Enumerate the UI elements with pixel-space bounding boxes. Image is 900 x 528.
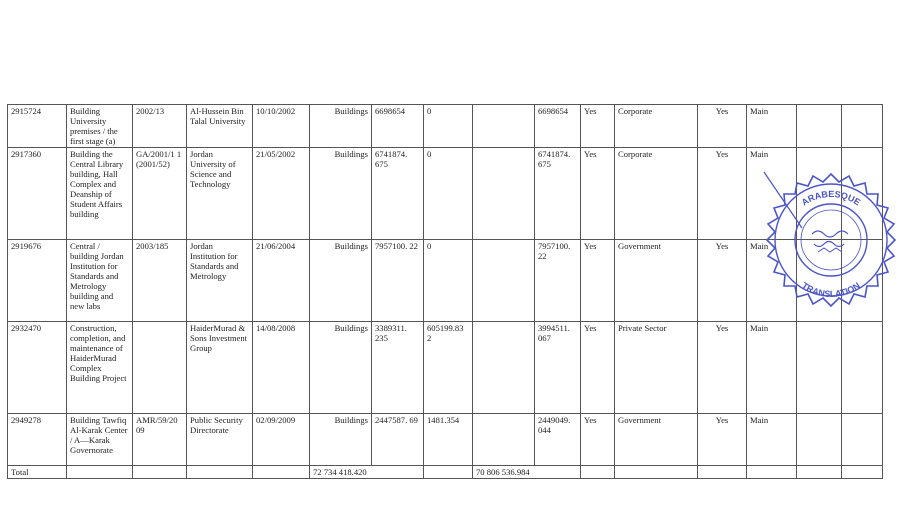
cell-desc: Central / building Jordan Institution for Standards and Metrology building and new labs	[67, 240, 133, 322]
cell-ref: 2002/13	[133, 105, 187, 148]
cell-flag1: Yes	[581, 240, 615, 322]
cell-flag1: Yes	[581, 322, 615, 414]
cell-id: 2949278	[8, 414, 67, 466]
cell-sector: Corporate	[615, 105, 698, 148]
cell-desc: Building Tawfiq Al-Karak Center / A—Karak Governorate	[67, 414, 133, 466]
data-table	[7, 104, 883, 479]
cell-empty	[842, 466, 883, 479]
cell-change: 0	[424, 148, 473, 240]
cell-id: 2932470	[8, 322, 67, 414]
cell-date: 14/08/2008	[253, 322, 310, 414]
cell-amount: 2447587. 69	[372, 414, 424, 466]
cell-date: 02/09/2009	[253, 414, 310, 466]
cell-entity: HaiderMurad & Sons Investment Group	[187, 322, 253, 414]
cell-empty	[842, 414, 883, 466]
cell-total: 6698654	[535, 105, 581, 148]
table-row	[8, 240, 883, 322]
cell-location: Main	[747, 322, 797, 414]
total-row	[8, 466, 883, 479]
cell-empty	[133, 466, 187, 479]
cell-ref: AMR/59/20 09	[133, 414, 187, 466]
cell-date: 10/10/2002	[253, 105, 310, 148]
cell-amount: 6741874. 675	[372, 148, 424, 240]
cell-empty	[424, 466, 473, 479]
cell-type: Buildings	[310, 105, 372, 148]
cell-empty	[797, 414, 842, 466]
cell-flag1: Yes	[581, 414, 615, 466]
cell-sector: Government	[615, 240, 698, 322]
seal-top-text: ARABESQUE	[799, 188, 863, 208]
cell-location: Main	[747, 105, 797, 148]
cell-desc: Building the Central Library building, Hall Complex and Deanship of Student Affairs building	[67, 148, 133, 240]
cell-entity: Jordan Institution for Standards and Metrology	[187, 240, 253, 322]
table-row	[8, 322, 883, 414]
cell-id: 2919676	[8, 240, 67, 322]
cell-total: 7957100. 22	[535, 240, 581, 322]
cell-amount: 7957100. 22	[372, 240, 424, 322]
cell-empty	[698, 466, 747, 479]
cell-flag2: Yes	[698, 105, 747, 148]
cell-desc: Construction, completion, and maintenance of HaiderMurad Complex Building Project	[67, 322, 133, 414]
cell-id: 2917360	[8, 148, 67, 240]
cell-sector: Corporate	[615, 148, 698, 240]
cell-empty	[581, 466, 615, 479]
cell-total: 6741874. 675	[535, 148, 581, 240]
cell-empty	[797, 322, 842, 414]
cell-change: 605199.83 2	[424, 322, 473, 414]
cell-total: 3994511. 067	[535, 322, 581, 414]
cell-entity: Al-Hussein Bin Talal University	[187, 105, 253, 148]
cell-flag2: Yes	[698, 240, 747, 322]
cell-type: Buildings	[310, 240, 372, 322]
cell-total: 2449049. 044	[535, 414, 581, 466]
cell-empty	[187, 466, 253, 479]
cell-empty	[797, 105, 842, 148]
cell-flag1: Yes	[581, 148, 615, 240]
total-sum: 70 806 536.984	[473, 466, 581, 479]
cell-ref: GA/2001/1 1 (2001/52)	[133, 148, 187, 240]
cell-change: 0	[424, 105, 473, 148]
cell-empty	[842, 105, 883, 148]
cell-blank	[473, 322, 535, 414]
cell-entity: Public Security Directorate	[187, 414, 253, 466]
cell-type: Buildings	[310, 414, 372, 466]
cell-blank	[473, 240, 535, 322]
cell-blank	[473, 105, 535, 148]
total-amount: 72 734 418.420	[310, 466, 424, 479]
cell-location: Main	[747, 240, 797, 322]
seal-bottom-text: TRANSLATION	[800, 280, 862, 300]
cell-ref: 2003/185	[133, 240, 187, 322]
cell-amount: 6698654	[372, 105, 424, 148]
cell-flag2: Yes	[698, 322, 747, 414]
cell-date: 21/05/2002	[253, 148, 310, 240]
table-row	[8, 148, 883, 240]
cell-empty	[253, 466, 310, 479]
translation-seal-stamp	[760, 168, 900, 318]
cell-location: Main	[747, 414, 797, 466]
cell-amount: 3389311. 235	[372, 322, 424, 414]
cell-sector: Private Sector	[615, 322, 698, 414]
cell-entity: Jordan University of Science and Technology	[187, 148, 253, 240]
cell-type: Buildings	[310, 322, 372, 414]
cell-empty	[842, 322, 883, 414]
table-row	[8, 414, 883, 466]
cell-empty	[67, 466, 133, 479]
cell-id: 2915724	[8, 105, 67, 148]
cell-type: Buildings	[310, 148, 372, 240]
cell-flag2: Yes	[698, 414, 747, 466]
cell-ref	[133, 322, 187, 414]
total-label: Total	[8, 466, 67, 479]
cell-sector: Government	[615, 414, 698, 466]
cell-blank	[473, 148, 535, 240]
cell-change: 0	[424, 240, 473, 322]
cell-empty	[615, 466, 698, 479]
cell-date: 21/06/2004	[253, 240, 310, 322]
cell-blank	[473, 414, 535, 466]
cell-change: 1481.354	[424, 414, 473, 466]
cell-empty	[747, 466, 797, 479]
seal-signature-line	[764, 172, 802, 228]
cell-empty	[797, 466, 842, 479]
cell-location: Main	[747, 148, 797, 240]
cell-desc: Building University premises / the first stage (a)	[67, 105, 133, 148]
cell-flag2: Yes	[698, 148, 747, 240]
cell-flag1: Yes	[581, 105, 615, 148]
table-row	[8, 105, 883, 148]
